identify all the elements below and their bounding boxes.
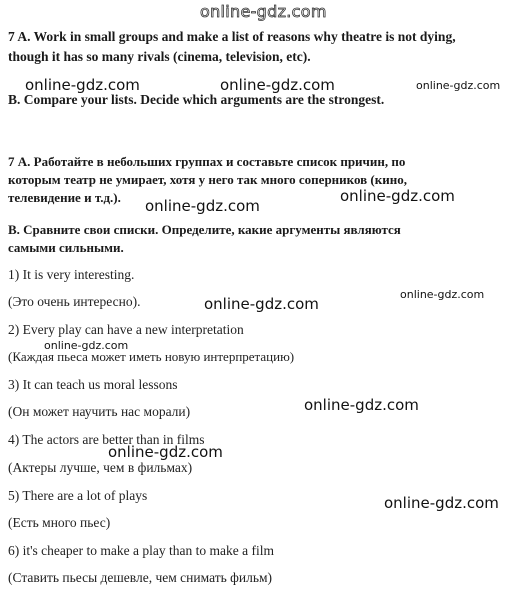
- watermark: online-gdz.com: [416, 79, 501, 92]
- watermark: online-gdz.com: [400, 288, 485, 301]
- answer-2-en: 2) Every play can have a new interpretation: [8, 322, 244, 337]
- watermark: online-gdz.com: [340, 187, 455, 205]
- task-en-line1: 7 A. Work in small groups and make a list of reasons why theatre is not dying,: [8, 29, 456, 44]
- watermark: online-gdz.com: [44, 339, 129, 352]
- task-ru-line2: которым театр не умирает, хотя у него так много соперников (кино,: [8, 172, 407, 187]
- task-ru-partB-line1: В. Сравните свои списки. Определите, какие аргументы являются: [8, 222, 401, 237]
- answer-2-ru: (Каждая пьеса может иметь новую интерпретацию): [8, 349, 295, 364]
- answer-3-en: 3) It can teach us moral lessons: [8, 377, 178, 392]
- answer-6-en: 6) it's cheaper to make a play than to make a film: [8, 543, 274, 558]
- task-ru-partB-line2: самыми сильными.: [8, 240, 124, 255]
- answer-6-ru: (Ставить пьесы дешевле, чем снимать фильм): [8, 570, 273, 585]
- task-ru-line1: 7 А. Работайте в небольших группах и составьте список причин, по: [8, 154, 406, 169]
- task-ru-line3: телевидение и т.д.).: [8, 190, 121, 205]
- answer-3-ru: (Он может научить нас морали): [8, 404, 191, 419]
- watermark: online-gdz.com: [304, 396, 419, 414]
- watermark: online-gdz.com: [220, 76, 335, 94]
- answer-1-ru: (Это очень интересно).: [8, 294, 141, 309]
- answer-1-en: 1) It is very interesting.: [8, 267, 135, 282]
- watermark: online-gdz.com: [145, 197, 260, 215]
- watermark: online-gdz.com: [204, 295, 319, 313]
- watermark-top: online-gdz.com: [200, 2, 327, 21]
- task-en-line2: though it has so many rivals (cinema, television, etc).: [8, 49, 311, 64]
- answer-5-ru: (Есть много пьес): [8, 515, 111, 530]
- task-en-partB: B. Compare your lists. Decide which arguments are the strongest.: [8, 92, 385, 107]
- answer-4-en: 4) The actors are better than in films: [8, 432, 205, 447]
- answer-5-en: 5) There are a lot of plays: [8, 488, 148, 503]
- watermark: online-gdz.com: [108, 443, 223, 461]
- answer-4-ru: (Актеры лучше, чем в фильмах): [8, 460, 193, 475]
- watermark: online-gdz.com: [25, 76, 140, 94]
- watermark: online-gdz.com: [384, 494, 499, 512]
